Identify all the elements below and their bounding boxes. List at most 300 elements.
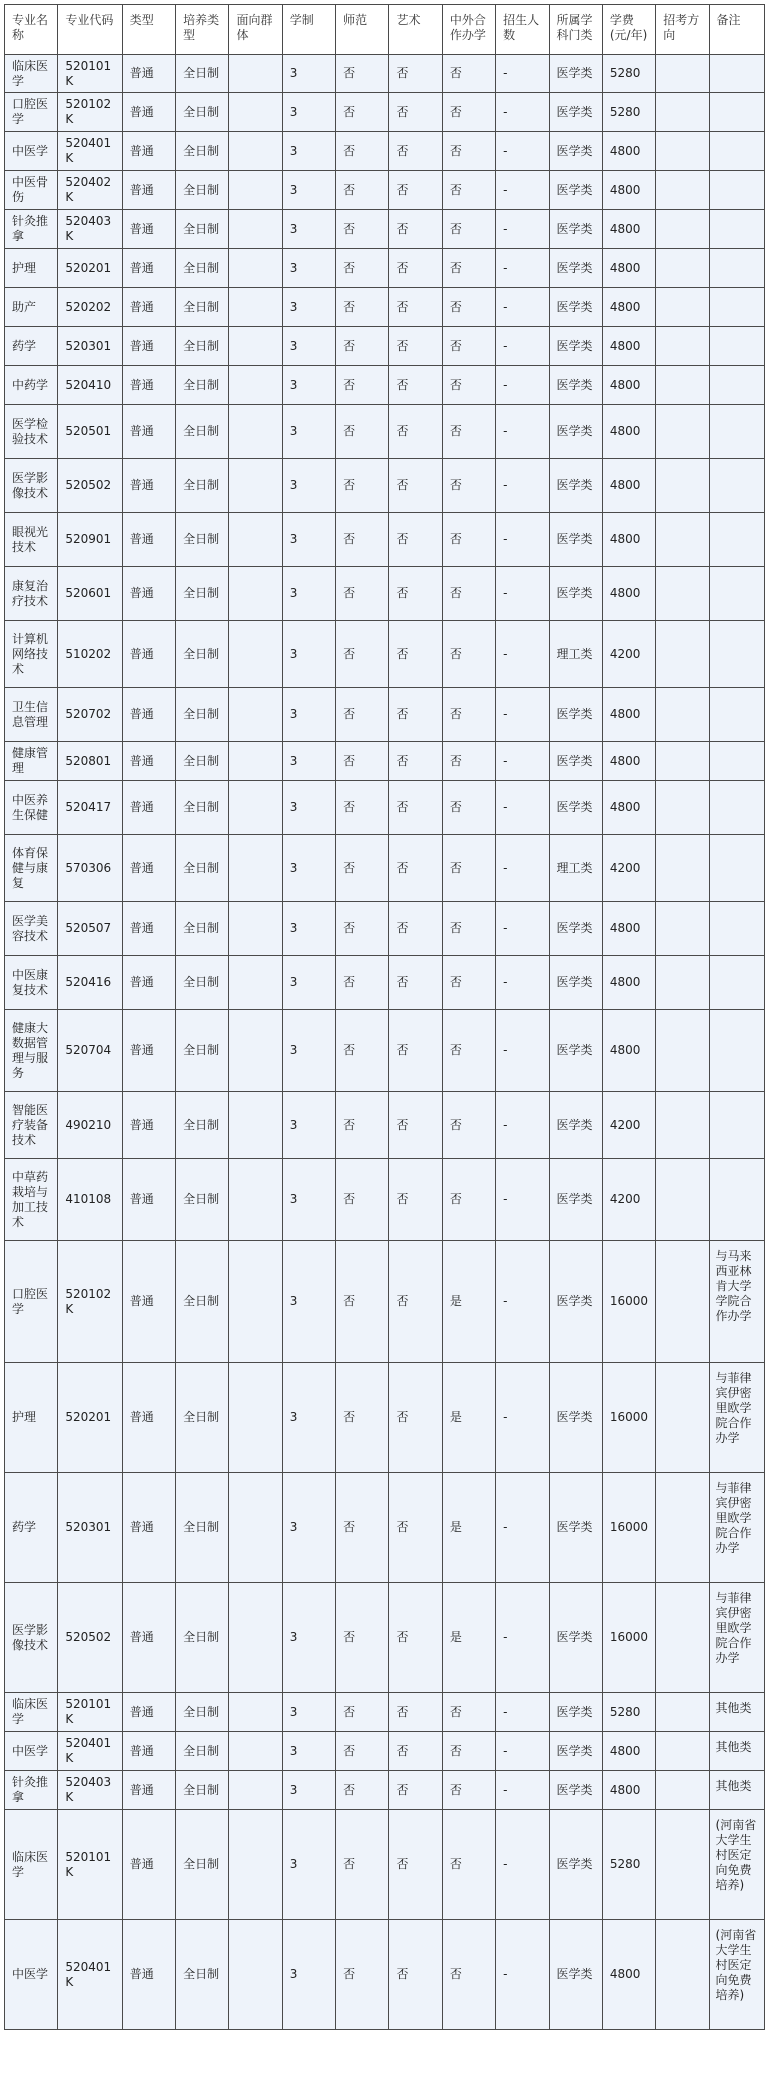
- major-code-cell: 410108: [58, 1159, 122, 1241]
- major-code-cell: 520704: [58, 1010, 122, 1092]
- table-row: [5, 1810, 765, 1920]
- header-art: 艺术: [389, 5, 442, 55]
- table-row: [5, 1363, 765, 1473]
- tuition-cell: 4800: [602, 513, 655, 567]
- teacher-training-cell: 否: [336, 567, 389, 621]
- type-cell: 普通: [122, 513, 175, 567]
- major-code-cell: 520102K: [58, 1241, 122, 1363]
- remarks-cell: 与菲律宾伊密里欧学院合作办学: [709, 1583, 764, 1693]
- duration-cell: 3: [282, 171, 335, 210]
- teacher-training-cell: 否: [336, 210, 389, 249]
- art-cell: 否: [389, 902, 442, 956]
- major-name-cell: 药学: [5, 1473, 58, 1583]
- remarks-cell: [709, 405, 764, 459]
- enrollment-cell: -: [496, 781, 549, 835]
- header-teacher-training: 师范: [336, 5, 389, 55]
- exam-direction-cell: [656, 1092, 709, 1159]
- table-row: [5, 956, 765, 1010]
- study-mode-cell: 全日制: [176, 1920, 229, 2030]
- major-name-cell: 中医骨伤: [5, 171, 58, 210]
- type-cell: 普通: [122, 132, 175, 171]
- major-code-cell: 520416: [58, 956, 122, 1010]
- table-row: [5, 405, 765, 459]
- exam-direction-cell: [656, 742, 709, 781]
- header-joint-program: 中外合作办学: [442, 5, 495, 55]
- study-mode-cell: 全日制: [176, 1583, 229, 1693]
- study-mode-cell: 全日制: [176, 1473, 229, 1583]
- tuition-cell: 4800: [602, 249, 655, 288]
- tuition-cell: 4800: [602, 742, 655, 781]
- enrollment-cell: -: [496, 1092, 549, 1159]
- header-row: [5, 5, 765, 55]
- table-row: [5, 1092, 765, 1159]
- remarks-cell: [709, 93, 764, 132]
- art-cell: 否: [389, 513, 442, 567]
- teacher-training-cell: 否: [336, 1092, 389, 1159]
- joint-program-cell: 是: [442, 1363, 495, 1473]
- target-group-cell: [229, 249, 282, 288]
- discipline-cell: 医学类: [549, 1159, 602, 1241]
- teacher-training-cell: 否: [336, 1583, 389, 1693]
- tuition-cell: 4800: [602, 956, 655, 1010]
- major-code-cell: 520403K: [58, 1771, 122, 1810]
- discipline-cell: 医学类: [549, 1810, 602, 1920]
- joint-program-cell: 否: [442, 1010, 495, 1092]
- major-code-cell: 520201: [58, 1363, 122, 1473]
- enrollment-cell: -: [496, 288, 549, 327]
- enrollment-cell: -: [496, 835, 549, 902]
- joint-program-cell: 是: [442, 1241, 495, 1363]
- table-row: [5, 1010, 765, 1092]
- duration-cell: 3: [282, 93, 335, 132]
- art-cell: 否: [389, 249, 442, 288]
- art-cell: 否: [389, 567, 442, 621]
- enrollment-cell: -: [496, 1810, 549, 1920]
- study-mode-cell: 全日制: [176, 1693, 229, 1732]
- discipline-cell: 医学类: [549, 1693, 602, 1732]
- table-row: [5, 132, 765, 171]
- teacher-training-cell: 否: [336, 742, 389, 781]
- study-mode-cell: 全日制: [176, 327, 229, 366]
- remarks-cell: [709, 621, 764, 688]
- joint-program-cell: 否: [442, 835, 495, 902]
- study-mode-cell: 全日制: [176, 688, 229, 742]
- enrollment-cell: -: [496, 171, 549, 210]
- enrollment-cell: -: [496, 1010, 549, 1092]
- art-cell: 否: [389, 688, 442, 742]
- remarks-cell: 与马来西亚林肯大学学院合作办学: [709, 1241, 764, 1363]
- enrollment-cell: -: [496, 93, 549, 132]
- target-group-cell: [229, 1810, 282, 1920]
- exam-direction-cell: [656, 781, 709, 835]
- admissions-plan-table: [4, 4, 765, 2030]
- major-name-cell: 针灸推拿: [5, 210, 58, 249]
- tuition-cell: 4800: [602, 327, 655, 366]
- enrollment-cell: -: [496, 621, 549, 688]
- target-group-cell: [229, 1092, 282, 1159]
- enrollment-cell: -: [496, 1693, 549, 1732]
- major-name-cell: 临床医学: [5, 55, 58, 93]
- type-cell: 普通: [122, 93, 175, 132]
- type-cell: 普通: [122, 621, 175, 688]
- art-cell: 否: [389, 55, 442, 93]
- remarks-cell: [709, 327, 764, 366]
- major-name-cell: 中医康复技术: [5, 956, 58, 1010]
- exam-direction-cell: [656, 55, 709, 93]
- joint-program-cell: 否: [442, 366, 495, 405]
- table-row: [5, 55, 765, 93]
- major-name-cell: 计算机网络技术: [5, 621, 58, 688]
- tuition-cell: 4200: [602, 1092, 655, 1159]
- table-row: [5, 1241, 765, 1363]
- teacher-training-cell: 否: [336, 835, 389, 902]
- study-mode-cell: 全日制: [176, 1159, 229, 1241]
- joint-program-cell: 否: [442, 1732, 495, 1771]
- study-mode-cell: 全日制: [176, 288, 229, 327]
- tuition-cell: 4800: [602, 1010, 655, 1092]
- tuition-cell: 4800: [602, 1771, 655, 1810]
- discipline-cell: 医学类: [549, 781, 602, 835]
- tuition-cell: 5280: [602, 1693, 655, 1732]
- art-cell: 否: [389, 1010, 442, 1092]
- header-major-code: 专业代码: [58, 5, 122, 55]
- table-row: [5, 621, 765, 688]
- target-group-cell: [229, 171, 282, 210]
- enrollment-cell: -: [496, 1583, 549, 1693]
- teacher-training-cell: 否: [336, 1241, 389, 1363]
- table-row: [5, 902, 765, 956]
- major-name-cell: 口腔医学: [5, 1241, 58, 1363]
- major-code-cell: 510202: [58, 621, 122, 688]
- study-mode-cell: 全日制: [176, 956, 229, 1010]
- exam-direction-cell: [656, 1159, 709, 1241]
- major-code-cell: 520401K: [58, 132, 122, 171]
- duration-cell: 3: [282, 1693, 335, 1732]
- remarks-cell: [709, 288, 764, 327]
- duration-cell: 3: [282, 1363, 335, 1473]
- duration-cell: 3: [282, 459, 335, 513]
- duration-cell: 3: [282, 1092, 335, 1159]
- major-name-cell: 中医学: [5, 1732, 58, 1771]
- tuition-cell: 4800: [602, 366, 655, 405]
- remarks-cell: [709, 567, 764, 621]
- teacher-training-cell: 否: [336, 249, 389, 288]
- target-group-cell: [229, 55, 282, 93]
- major-code-cell: 520507: [58, 902, 122, 956]
- table-row: [5, 93, 765, 132]
- exam-direction-cell: [656, 288, 709, 327]
- type-cell: 普通: [122, 1092, 175, 1159]
- type-cell: 普通: [122, 288, 175, 327]
- major-name-cell: 医学影像技术: [5, 1583, 58, 1693]
- discipline-cell: 医学类: [549, 132, 602, 171]
- duration-cell: 3: [282, 781, 335, 835]
- target-group-cell: [229, 366, 282, 405]
- art-cell: 否: [389, 1732, 442, 1771]
- type-cell: 普通: [122, 1810, 175, 1920]
- art-cell: 否: [389, 1159, 442, 1241]
- discipline-cell: 医学类: [549, 288, 602, 327]
- remarks-cell: [709, 1159, 764, 1241]
- table-row: [5, 742, 765, 781]
- art-cell: 否: [389, 1771, 442, 1810]
- study-mode-cell: 全日制: [176, 1732, 229, 1771]
- teacher-training-cell: 否: [336, 288, 389, 327]
- type-cell: 普通: [122, 781, 175, 835]
- type-cell: 普通: [122, 459, 175, 513]
- joint-program-cell: 否: [442, 405, 495, 459]
- major-code-cell: 520901: [58, 513, 122, 567]
- enrollment-cell: -: [496, 513, 549, 567]
- enrollment-cell: -: [496, 1363, 549, 1473]
- table-row: [5, 1920, 765, 2030]
- major-code-cell: 520501: [58, 405, 122, 459]
- major-name-cell: 中医学: [5, 132, 58, 171]
- major-name-cell: 中草药栽培与加工技术: [5, 1159, 58, 1241]
- discipline-cell: 医学类: [549, 567, 602, 621]
- teacher-training-cell: 否: [336, 1810, 389, 1920]
- type-cell: 普通: [122, 171, 175, 210]
- teacher-training-cell: 否: [336, 1473, 389, 1583]
- remarks-cell: 其他类: [709, 1771, 764, 1810]
- remarks-cell: [709, 1010, 764, 1092]
- exam-direction-cell: [656, 835, 709, 902]
- teacher-training-cell: 否: [336, 327, 389, 366]
- art-cell: 否: [389, 366, 442, 405]
- remarks-cell: [709, 513, 764, 567]
- target-group-cell: [229, 1159, 282, 1241]
- major-name-cell: 健康大数据管理与服务: [5, 1010, 58, 1092]
- study-mode-cell: 全日制: [176, 1241, 229, 1363]
- table-row: [5, 1583, 765, 1693]
- major-name-cell: 药学: [5, 327, 58, 366]
- teacher-training-cell: 否: [336, 902, 389, 956]
- remarks-cell: 与菲律宾伊密里欧学院合作办学: [709, 1473, 764, 1583]
- teacher-training-cell: 否: [336, 1732, 389, 1771]
- remarks-cell: [709, 902, 764, 956]
- teacher-training-cell: 否: [336, 1693, 389, 1732]
- target-group-cell: [229, 1010, 282, 1092]
- art-cell: 否: [389, 835, 442, 902]
- study-mode-cell: 全日制: [176, 1810, 229, 1920]
- exam-direction-cell: [656, 171, 709, 210]
- discipline-cell: 医学类: [549, 1241, 602, 1363]
- type-cell: 普通: [122, 1473, 175, 1583]
- discipline-cell: 医学类: [549, 249, 602, 288]
- tuition-cell: 5280: [602, 93, 655, 132]
- header-enrollment: 招生人数: [496, 5, 549, 55]
- art-cell: 否: [389, 742, 442, 781]
- header-exam-direction: 招考方向: [656, 5, 709, 55]
- joint-program-cell: 否: [442, 781, 495, 835]
- joint-program-cell: 否: [442, 288, 495, 327]
- discipline-cell: 医学类: [549, 1363, 602, 1473]
- type-cell: 普通: [122, 835, 175, 902]
- teacher-training-cell: 否: [336, 621, 389, 688]
- art-cell: 否: [389, 956, 442, 1010]
- teacher-training-cell: 否: [336, 55, 389, 93]
- duration-cell: 3: [282, 1241, 335, 1363]
- type-cell: 普通: [122, 902, 175, 956]
- exam-direction-cell: [656, 327, 709, 366]
- art-cell: 否: [389, 621, 442, 688]
- joint-program-cell: 否: [442, 1159, 495, 1241]
- major-code-cell: 520502: [58, 459, 122, 513]
- table-row: [5, 327, 765, 366]
- target-group-cell: [229, 288, 282, 327]
- major-name-cell: 健康管理: [5, 742, 58, 781]
- duration-cell: 3: [282, 621, 335, 688]
- type-cell: 普通: [122, 405, 175, 459]
- tuition-cell: 16000: [602, 1241, 655, 1363]
- table-row: [5, 1771, 765, 1810]
- study-mode-cell: 全日制: [176, 171, 229, 210]
- target-group-cell: [229, 1583, 282, 1693]
- table-row: [5, 171, 765, 210]
- study-mode-cell: 全日制: [176, 55, 229, 93]
- joint-program-cell: 否: [442, 1920, 495, 2030]
- header-type: 类型: [122, 5, 175, 55]
- joint-program-cell: 否: [442, 1771, 495, 1810]
- discipline-cell: 医学类: [549, 1092, 602, 1159]
- major-code-cell: 520201: [58, 249, 122, 288]
- tuition-cell: 4200: [602, 621, 655, 688]
- discipline-cell: 医学类: [549, 459, 602, 513]
- target-group-cell: [229, 621, 282, 688]
- teacher-training-cell: 否: [336, 688, 389, 742]
- enrollment-cell: -: [496, 55, 549, 93]
- header-tuition: 学费(元/年): [602, 5, 655, 55]
- table-row: [5, 835, 765, 902]
- major-name-cell: 中医养生保健: [5, 781, 58, 835]
- art-cell: 否: [389, 210, 442, 249]
- duration-cell: 3: [282, 688, 335, 742]
- major-name-cell: 智能医疗装备技术: [5, 1092, 58, 1159]
- target-group-cell: [229, 210, 282, 249]
- exam-direction-cell: [656, 1920, 709, 2030]
- header-major-name: 专业名称: [5, 5, 58, 55]
- target-group-cell: [229, 688, 282, 742]
- enrollment-cell: -: [496, 1241, 549, 1363]
- teacher-training-cell: 否: [336, 132, 389, 171]
- study-mode-cell: 全日制: [176, 1010, 229, 1092]
- art-cell: 否: [389, 93, 442, 132]
- table-row: [5, 1159, 765, 1241]
- enrollment-cell: -: [496, 567, 549, 621]
- remarks-cell: [709, 781, 764, 835]
- target-group-cell: [229, 1920, 282, 2030]
- major-name-cell: 康复治疗技术: [5, 567, 58, 621]
- remarks-cell: [709, 55, 764, 93]
- discipline-cell: 医学类: [549, 405, 602, 459]
- duration-cell: 3: [282, 956, 335, 1010]
- exam-direction-cell: [656, 1771, 709, 1810]
- discipline-cell: 医学类: [549, 902, 602, 956]
- tuition-cell: 4800: [602, 688, 655, 742]
- target-group-cell: [229, 1693, 282, 1732]
- table-row: [5, 459, 765, 513]
- duration-cell: 3: [282, 405, 335, 459]
- duration-cell: 3: [282, 132, 335, 171]
- exam-direction-cell: [656, 93, 709, 132]
- type-cell: 普通: [122, 210, 175, 249]
- major-code-cell: 570306: [58, 835, 122, 902]
- art-cell: 否: [389, 781, 442, 835]
- discipline-cell: 医学类: [549, 1771, 602, 1810]
- table-row: [5, 210, 765, 249]
- exam-direction-cell: [656, 567, 709, 621]
- exam-direction-cell: [656, 1583, 709, 1693]
- major-name-cell: 医学美容技术: [5, 902, 58, 956]
- art-cell: 否: [389, 171, 442, 210]
- type-cell: 普通: [122, 1583, 175, 1693]
- duration-cell: 3: [282, 1583, 335, 1693]
- art-cell: 否: [389, 1241, 442, 1363]
- major-name-cell: 临床医学: [5, 1810, 58, 1920]
- table-row: [5, 688, 765, 742]
- tuition-cell: 4800: [602, 1732, 655, 1771]
- target-group-cell: [229, 742, 282, 781]
- major-name-cell: 针灸推拿: [5, 1771, 58, 1810]
- major-code-cell: 520417: [58, 781, 122, 835]
- study-mode-cell: 全日制: [176, 567, 229, 621]
- type-cell: 普通: [122, 1010, 175, 1092]
- discipline-cell: 医学类: [549, 171, 602, 210]
- study-mode-cell: 全日制: [176, 93, 229, 132]
- duration-cell: 3: [282, 1810, 335, 1920]
- discipline-cell: 医学类: [549, 956, 602, 1010]
- target-group-cell: [229, 405, 282, 459]
- duration-cell: 3: [282, 567, 335, 621]
- teacher-training-cell: 否: [336, 513, 389, 567]
- exam-direction-cell: [656, 132, 709, 171]
- study-mode-cell: 全日制: [176, 1092, 229, 1159]
- joint-program-cell: 否: [442, 171, 495, 210]
- joint-program-cell: 否: [442, 902, 495, 956]
- header-remarks: 备注: [709, 5, 764, 55]
- major-code-cell: 520402K: [58, 171, 122, 210]
- tuition-cell: 4800: [602, 567, 655, 621]
- tuition-cell: 16000: [602, 1473, 655, 1583]
- joint-program-cell: 否: [442, 1693, 495, 1732]
- remarks-cell: [709, 132, 764, 171]
- joint-program-cell: 否: [442, 621, 495, 688]
- enrollment-cell: -: [496, 1159, 549, 1241]
- teacher-training-cell: 否: [336, 1159, 389, 1241]
- joint-program-cell: 否: [442, 956, 495, 1010]
- discipline-cell: 医学类: [549, 742, 602, 781]
- major-name-cell: 眼视光技术: [5, 513, 58, 567]
- major-name-cell: 护理: [5, 249, 58, 288]
- target-group-cell: [229, 1771, 282, 1810]
- remarks-cell: 其他类: [709, 1693, 764, 1732]
- exam-direction-cell: [656, 1732, 709, 1771]
- duration-cell: 3: [282, 1010, 335, 1092]
- table-row: [5, 288, 765, 327]
- tuition-cell: 4800: [602, 210, 655, 249]
- exam-direction-cell: [656, 688, 709, 742]
- teacher-training-cell: 否: [336, 1010, 389, 1092]
- art-cell: 否: [389, 1693, 442, 1732]
- type-cell: 普通: [122, 1241, 175, 1363]
- discipline-cell: 医学类: [549, 1473, 602, 1583]
- remarks-cell: [709, 742, 764, 781]
- joint-program-cell: 否: [442, 1092, 495, 1159]
- art-cell: 否: [389, 1092, 442, 1159]
- tuition-cell: 4800: [602, 902, 655, 956]
- joint-program-cell: 否: [442, 513, 495, 567]
- major-code-cell: 520801: [58, 742, 122, 781]
